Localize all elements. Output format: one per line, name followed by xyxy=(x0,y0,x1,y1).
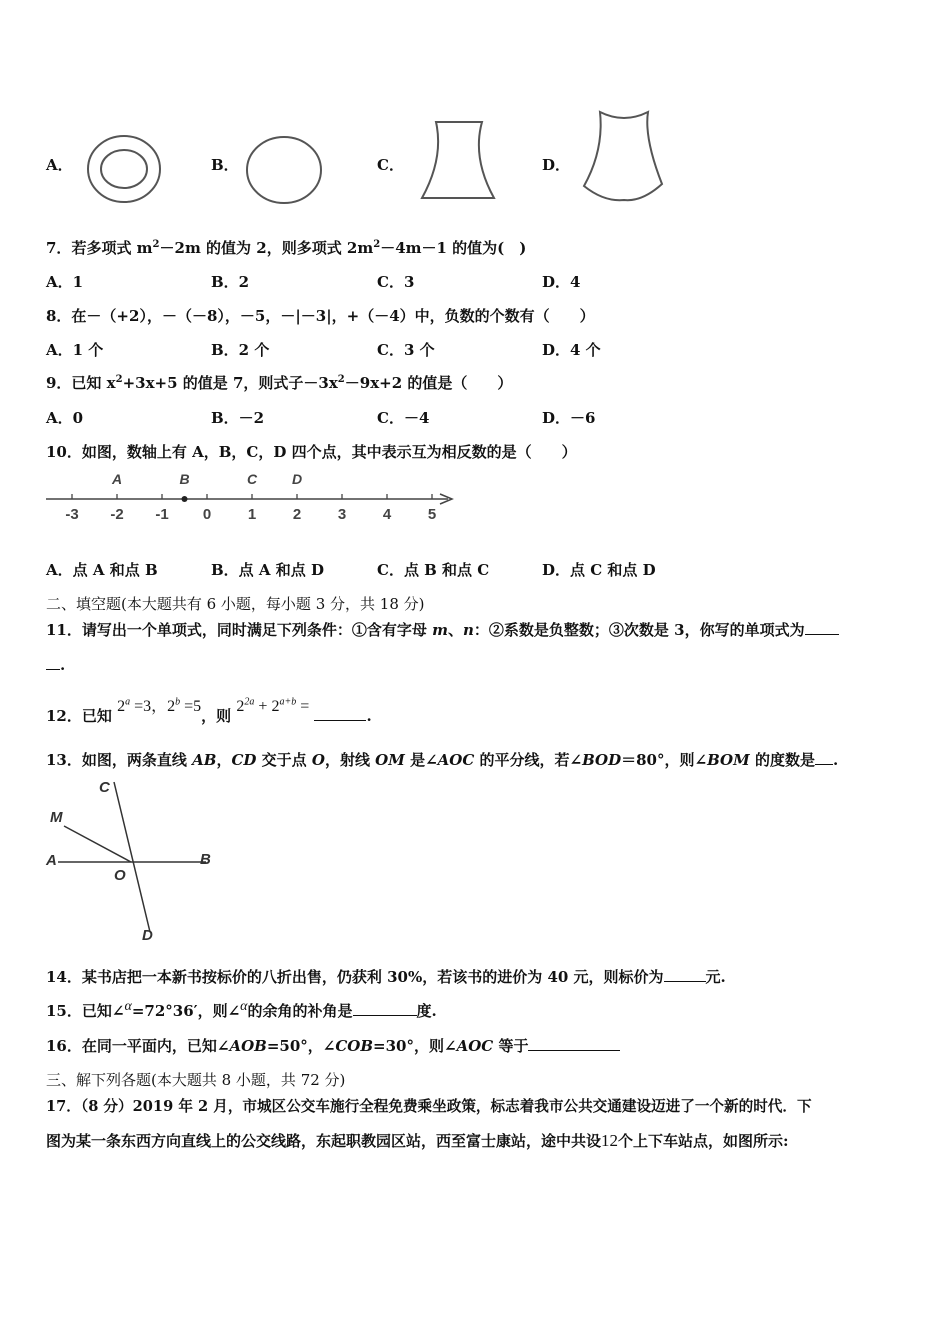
section-2-heading: 二、填空题(本大题共有 6 小题，每小题 3 分，共 18 分) xyxy=(46,595,425,613)
q13-figure xyxy=(40,776,230,946)
q8-stem: 8．在－（+2），－（－8），－5，－|－3|，+（－4）中，负数的个数有（ ） xyxy=(46,307,595,325)
label-m: M xyxy=(50,809,63,826)
q13-answer-blank xyxy=(815,750,833,765)
q7-stem: 7．若多项式 $m^2-2m$ 的值为 2，则多项式 $2m^2-4m-1$ 的值为( ) xyxy=(46,239,527,257)
q11-answer-blank xyxy=(805,620,839,635)
q7-option-a: A．1 xyxy=(46,273,84,291)
q11-answer-blank-cont xyxy=(46,655,60,670)
q8-option-d: D．4 个 xyxy=(542,341,601,359)
number-line-tick-label: -3 xyxy=(65,506,79,523)
q9-option-c: C．－4 xyxy=(377,409,430,427)
line-cd xyxy=(114,782,150,932)
q11-stem: 11．请写出一个单项式，同时满足下列条件：①含有字母 m、n：②系数是负整数；③次数是 3，你写的单项式为 xyxy=(46,619,839,640)
number-line-point-b-dot xyxy=(182,496,188,502)
label-b: B xyxy=(200,851,211,868)
number-line-tick-label: 3 xyxy=(337,506,347,523)
section-3-heading: 三、解下列各题(本大题共 8 小题，共 72 分) xyxy=(46,1071,346,1089)
number-line-tick-label: 1 xyxy=(247,506,257,523)
q12-expr-1: $2^a =3$，$2^b =5$ xyxy=(117,696,202,715)
number-line-point-label: A xyxy=(111,471,123,487)
q6-figure-a xyxy=(86,134,166,206)
q10-option-d: D．点 C 和点 D xyxy=(542,561,656,579)
q15-stem: 15．已知∠α=72°36′，则∠α的余角的补角是 度. xyxy=(46,999,437,1020)
q11-line2: . xyxy=(46,655,65,674)
q16-answer-blank xyxy=(528,1036,620,1051)
q13-stem: 13．如图，两条直线 AB，CD 交于点 O，射线 OM 是∠AOC 的平分线，若∠BOD＝80°，则∠BOM 的度数是 . xyxy=(46,751,839,769)
number-line-point-label: C xyxy=(246,471,258,487)
number-line-tick-label: -2 xyxy=(110,506,124,523)
q10-option-a: A．点 A 和点 B xyxy=(46,561,158,579)
ray-om xyxy=(64,826,131,862)
q9-option-d: D．－6 xyxy=(542,409,596,427)
q10-stem: 10．如图，数轴上有 A，B，C，D 四个点，其中表示互为相反数的是（ ） xyxy=(46,443,577,461)
q6-figure-d xyxy=(580,108,672,204)
q14-stem: 14．某书店把一本新书按标价的八折出售，仍获利 30%，若该书的进价为 40 元，则标价为 元. xyxy=(46,968,726,986)
q10-option-b: B．点 A 和点 D xyxy=(211,561,324,579)
label-o: O xyxy=(114,867,126,884)
q12-expr-2: $2^{2a} + 2^{a+b}$ = xyxy=(236,696,310,715)
label-d: D xyxy=(142,927,153,944)
number-line-tick-label: -1 xyxy=(155,506,169,523)
number-line-tick-label: 5 xyxy=(427,506,437,523)
q12-answer-blank xyxy=(314,706,366,721)
q6-figure-c xyxy=(416,118,500,204)
number-line-tick-label: 4 xyxy=(382,506,392,523)
q6-option-a-label: A． xyxy=(46,156,73,174)
label-a: A xyxy=(46,852,57,869)
q9-option-a: A．0 xyxy=(46,409,84,427)
q8-option-c: C．3 个 xyxy=(377,341,435,359)
q9-stem: 9．已知 $x^2+3x+5$ 的值是 7，则式子$-3x^2-9x+2$ 的值是（ ） xyxy=(46,374,513,392)
q6-option-d-label: D． xyxy=(542,156,571,174)
q16-stem: 16．在同一平面内，已知∠AOB=50°，∠COB=30°，则∠AOC 等于 xyxy=(46,1035,620,1056)
q10-option-c: C．点 B 和点 C xyxy=(377,561,490,579)
q17-line1: 17．（8 分）2019 年 2 月，市城区公交车施行全程免费乘坐政策，标志着我市公共交通建设迈进了一个新的时代．下 xyxy=(46,1098,812,1115)
q10-number-line xyxy=(40,466,460,526)
q14-answer-blank xyxy=(664,967,706,982)
q15-answer-blank xyxy=(353,1001,417,1016)
q8-option-a: A．1 个 xyxy=(46,341,104,359)
q17-line2: 图为某一条东西方向直线上的公交线路，东起职教园区站，西至富士康站，途中共设12个上下车站点，如图所示: xyxy=(46,1131,789,1150)
number-line-tick-label: 0 xyxy=(202,506,212,523)
q12-stem: 12．已知 $2^a =3$，$2^b =5$，则 $2^{2a} + 2^{a+b}$ = . xyxy=(46,696,372,725)
number-line-point-label: D xyxy=(291,471,303,487)
q7-option-c: C．3 xyxy=(377,273,415,291)
number-line-point-label: B xyxy=(179,471,190,487)
q7-option-d: D．4 xyxy=(542,273,581,291)
q6-figure-b xyxy=(244,135,326,207)
q8-option-b: B．2 个 xyxy=(211,341,270,359)
number-line-tick-label: 2 xyxy=(292,506,302,523)
q9-option-b: B．－2 xyxy=(211,409,265,427)
q6-option-b-label: B． xyxy=(211,156,239,174)
q6-option-c-label: C． xyxy=(377,156,404,174)
q7-option-b: B．2 xyxy=(211,273,250,291)
label-c: C xyxy=(99,779,110,796)
